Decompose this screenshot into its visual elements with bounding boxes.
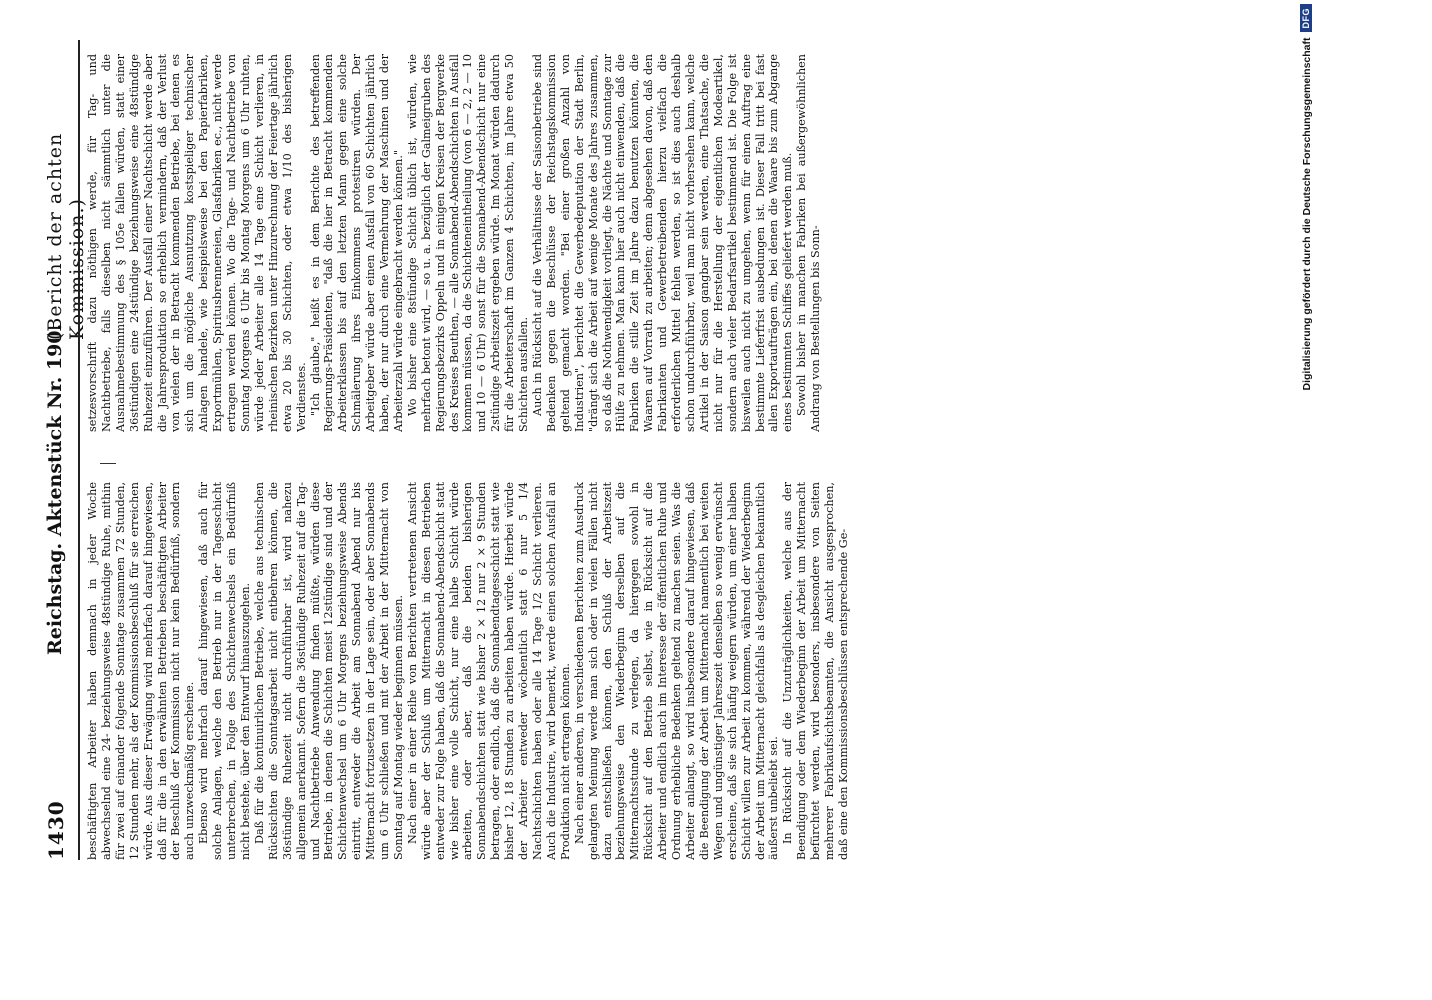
right-column-paragraph: Auch in Rücksicht auf die Verhältnisse der Saisonbetriebe sind Bedenken gegen die Beschlüsse der Reichstagskommission geltend gemacht worden. "Bei einer großen Anzahl von Industrien", berichtet die Gewerbedeputation der Stadt Berlin, "drängt sich die Arbeit auf wenige Monate des Jahres zusammen, so daß die Nothwendigkeit vorliegt, die Nächte und Sonntage zur Hülfe zu nehmen. Man kann hier auch nicht einwenden, daß die Fabriken die stille Zeit im Jahre dazu benutzen könnten, die Waaren auf Vorrath zu arbeiten; denn abgesehen davon, daß den Fabrikanten und Gewerbetreibenden hierzu vielfach die erforderlichen Mittel fehlen werden, so ist dies auch deshalb schon undurchführbar, weil man nicht vorhersehen kann, welche Artikel in der Saison gangbar sein werden, eine Thatsache, die nicht nur für die Herstellung der eigentlichen Modeartikel, sondern auch vieler Bedarfsartikel bestimmend ist. Die Folge ist bisweilen auch nicht zu umgehen, wenn für einen Auftrag eine bestimmte Lieferfrist ausbedungen ist. Dieser Fall tritt bei fast allen Exportaufträgen ein, bei denen die Waare bis zum Abgange eines bestimmten Schiffes geliefert werden muß.	[531, 54, 795, 432]
header-right-title: (Bericht der achten Kommission.)	[44, 132, 88, 340]
digitization-credit	[1300, 4, 1322, 984]
left-column-paragraph: Daß für die kontinuirlichen Betriebe, welche aus technischen Rücksichten die Sonntagsarbeit nicht entbehren können, die 36stündige Ruhezeit nicht durchführbar ist, wird nahezu allgemein anerkannt. Sofern die 36stündige Ruhezeit auf die Tag- und Nachtbetriebe Anwendung finden müßte, würden diese Betriebe, in denen die Schichten meist 12stündige sind und der Schichtenwechsel um 6 Uhr Morgens beziehungsweise Abends eintritt, entweder die Arbeit am Sonnabend Abend nur bis Mitternacht fortzusetzen in der Lage sein, oder aber Sonnabends um 6 Uhr schließen und mit der Arbeit in der Mitternacht von Sonntag auf Montag wieder beginnen müssen.	[252, 482, 405, 860]
right-column-paragraph: Sowohl bisher in manchen Fabriken bei außergewöhnlichen Andrang von Bestellungen bis Sonn-	[795, 54, 823, 432]
page-header	[36, 40, 88, 860]
right-column-paragraph: Wo bisher eine 8stündige Schicht üblich ist, würden, wie mehrfach betont wird, — so u. a. bezüglich der Galmeigruben des Regierungsbezirks Oppeln und in einigen Kreisen der Bergwerke des Kreises Beuthen, — alle Sonnabend-Abendschichten in Ausfall kommen müssen, da die Schichteneintheilung (von 6 — 2, 2 — 10 und 10 — 6 Uhr) sonst für die Sonnabend-Abendschicht nur eine 2stündige Arbeitszeit ergeben würde. Im Monat würden dadurch für die Arbeiterschaft im Ganzen 4 Schichten, im Jahre etwa 50 Schichten ausfallen.	[405, 54, 531, 432]
column-divider	[100, 463, 116, 464]
right-column-paragraph: setzesvorschrift dazu nöthigen werde, für Tag- und Nachtbetriebe, falls dieselben nicht sämmtlich unter die Ausnahmebestimmung des § 105e fallen würden, statt einer 36stündigen eine 24stündige beziehungsweise eine 48stündige Ruhezeit einzuführen. Der Ausfall einer Nachtschicht werde aber die Jahresproduktion so erheblich vermindern, daß der Verlust von vielen der in Betracht kommenden Betriebe, bei denen es sich um die mögliche Ausnutzung kostspieliger technischer Anlagen handele, wie beispielsweise bei den Papierfabriken, Exportmühlen, Spiritusbrennereien, Glasfabriken ec., nicht werde ertragen werden können. Wo die Tage- und Nachtbetriebe von Sonntag Morgens 6 Uhr bis Montag Morgens um 6 Uhr ruhten, würde jeder Arbeiter alle 14 Tage eine Schicht verlieren, in rheinischen Bezirken unter Hinzurechnung der Feiertage jährlich etwa 20 bis 30 Schichten, oder etwa 1/10 des bisherigen Verdienstes.	[86, 54, 308, 432]
header-left-title: Reichstag. Aktenstück Nr. 190.	[44, 323, 66, 655]
dfg-logo: DFG	[1300, 4, 1312, 33]
left-column-paragraph: beschäftigten Arbeiter haben demnach in jeder Woche abwechselnd eine 24- beziehungsweise 48stündige Ruhe, mithin für zwei auf einander folgende Sonntage zusammen 72 Stunden, 12 Stunden mehr, als der Kommissionsbeschluß für sie erreichen würde. Aus dieser Erwägung wird mehrfach darauf hingewiesen, daß für die in den erwähnten Betrieben beschäftigten Arbeiter der Beschluß der Kommission nicht nur kein Bedürfniß, sondern auch unzweckmäßig erscheine.	[86, 482, 197, 860]
right-column-paragraph: "Ich glaube," heißt es in dem Berichte des betreffenden Regierungs-Präsidenten, "daß die hier in Betracht kommenden Arbeiterklassen bis auf den letzten Mann gegen eine solche Schmälerung ihres Einkommens protestiren würden. Der Arbeitgeber würde aber einen Ausfall von 60 Schichten jährlich haben, der nur durch eine Vermehrung der Maschinen und der Arbeiterzahl würde eingebracht werden können."	[308, 54, 405, 432]
digitization-credit-text: Digitalisierung gefördert durch die Deutsche Forschungsgemeinschaft	[1301, 37, 1313, 391]
left-column-paragraph: Nach einer in einer Reihe von Berichten vertretenen Ansicht würde aber der Schluß um Mitternacht in diesen Betrieben entweder zur Folge haben, daß die Sonnabend-Abendschicht statt wie bisher eine volle Schicht, nur eine halbe Schicht würde arbeiten, oder aber, daß die beiden bisherigen Sonnabendschichten statt wie bisher 2 × 12 nur 2 × 9 Stunden betragen, oder endlich, daß die Sonnabendtagesschicht statt wie bisher 12, 18 Stunden zu arbeiten haben würde. Hierbei würde der Arbeiter entweder wöchentlich statt 6 nur 5 1/4 Nachtschichten haben oder alle 14 Tage 1/2 Schicht verlieren. Auch die Industrie, wird bemerkt, werde einen solchen Ausfall an Produktion nicht ertragen können.	[405, 482, 572, 860]
page-number: 1430	[44, 800, 68, 860]
left-column-paragraph: In Rücksicht auf die Unzuträglichkeiten, welche aus der Beendigung oder dem Wiederbeginn der Arbeit um Mitternacht befürchtet werden, wird besonders, insbesondere von Seiten mehrerer Fabrikaufsichtsbeamten, die Ansicht ausgesprochen, daß eine den Kommissionsbeschlüssen entsprechende Ge-	[781, 482, 850, 860]
left-column-paragraph: Nach einer anderen, in verschiedenen Berichten zum Ausdruck gelangten Meinung werde man sich oder in vielen Fällen nicht dazu entschließen können, den Schluß der Arbeitszeit beziehungsweise den Wiederbeginn derselben auf die Mitternachtsstunde zu verlegen, da hiergegen sowohl in Rücksicht auf den Betrieb selbst, wie in Rücksicht auf die Arbeiter und endlich auch im Interesse der öffentlichen Ruhe und Ordnung erhebliche Bedenken geltend zu machen seien. Was die Arbeiter anlangt, so wird insbesondere darauf hingewiesen, daß die Beendigung der Arbeit um Mitternacht namentlich bei weiten Wegen und ungünstiger Jahreszeit denselben so wenig erwünscht erscheine, daß sie sich häufig weigern würden, um einer halben Schicht willen zur Arbeit zu kommen, während der Wiederbeginn der Arbeit um Mitternacht gleichfalls als desgleichen bekanntlich äußerst unbeliebt sei.	[572, 482, 781, 860]
left-text-column	[86, 482, 856, 860]
left-column-paragraph: Ebenso wird mehrfach darauf hingewiesen, daß auch für solche Anlagen, welche den Betrieb nur in der Tagesschicht unterbrechen, in Folge des Schichtenwechsels ein Bedürfniß nicht bestehe, über den Entwurf hinauszugehen.	[197, 482, 252, 860]
right-text-column	[86, 54, 856, 432]
header-rule	[78, 40, 80, 860]
